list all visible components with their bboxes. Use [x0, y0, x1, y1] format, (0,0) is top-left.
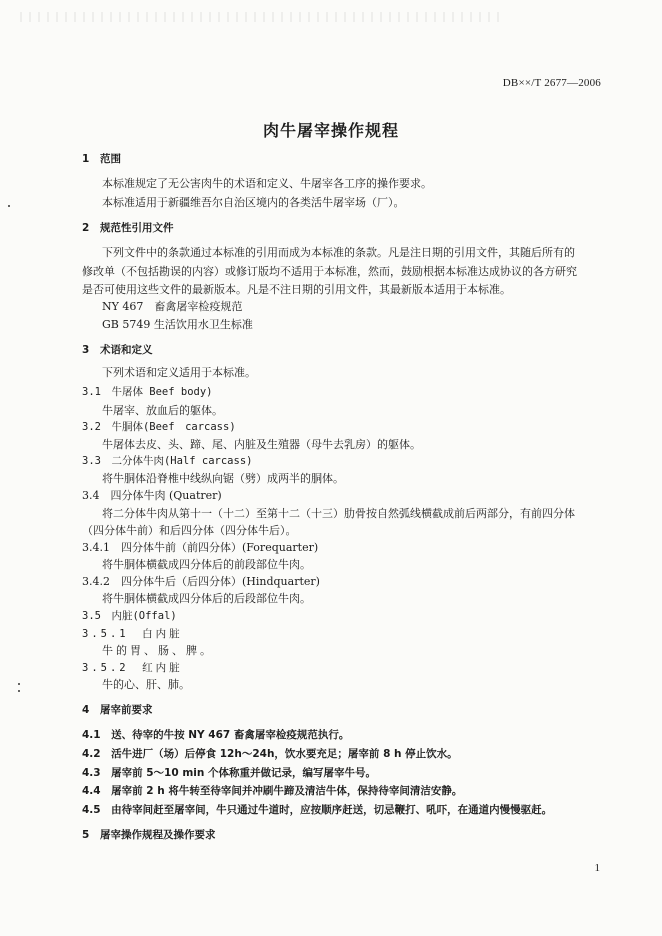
standard-code: DB××/T 2677—2006 [502, 77, 601, 89]
list-item: 4.3 屠宰前 5～10 min 个体称重并做记录，编写屠宰牛号。 [82, 767, 376, 779]
list-item: 4.5 由待宰间赶至屠宰间，牛只通过牛道时，应按顺序赶送，切忌鞭打、吼吓，在通道内慢慢驱赶。 [82, 804, 553, 816]
scan-speck [18, 683, 20, 685]
paragraph: 本标准适用于新疆维吾尔自治区境内的各类活牛屠宰场（厂）。 [102, 196, 405, 209]
term-definition: 牛屠宰、放血后的躯体。 [102, 404, 223, 417]
document-title: 肉牛屠宰操作规程 [262, 121, 399, 140]
term-heading: 3.5.1 白内脏 [82, 628, 183, 640]
term-heading: 3.4.1 四分体牛前（前四分体）(Forequarter) [82, 541, 319, 554]
section-1-heading: 1 范围 [82, 153, 121, 165]
term-definition: 将二分体牛肉从第十一（十二）至第十二（十三）肋骨按自然弧线横截成前后两部分，有前四分体 [102, 507, 575, 520]
section-2-heading: 2 规范性引用文件 [82, 222, 174, 234]
term-definition: 将牛胴体沿脊椎中线纵向锯（劈）成两半的胴体。 [102, 472, 344, 485]
paragraph: 本标准规定了无公害肉牛的术语和定义、牛屠宰各工序的操作要求。 [102, 177, 432, 190]
section-5-heading: 5 屠宰操作规程及操作要求 [82, 829, 216, 841]
paragraph: 下列文件中的条款通过本标准的引用而成为本标准的条款。凡是注日期的引用文件，其随后所有的 [102, 246, 575, 259]
list-item: 4.1 送、待宰的牛按 NY 467 畜禽屠宰检疫规范执行。 [82, 729, 350, 741]
term-heading: 3.4.2 四分体牛后（后四分体）(Hindquarter) [82, 575, 320, 588]
term-heading: 3.5 内脏(Offal) [82, 610, 177, 622]
term-definition: 牛的心、肝、肺。 [102, 678, 190, 691]
paragraph: 修改单（不包括勘误的内容）或修订版均不适用于本标准，然而，鼓励根据本标准达成协议的各方研究 [82, 265, 577, 278]
list-item: 4.4 屠宰前 2 h 将牛转至待宰间并冲刷牛蹄及清洁牛体，保持待宰间清洁安静。 [82, 785, 463, 797]
term-heading: 3.1 牛屠体 Beef body) [82, 386, 213, 398]
scan-speck [8, 205, 10, 207]
term-definition: 牛屠体去皮、头、蹄、尾、内脏及生殖器（母牛去乳房）的躯体。 [102, 438, 421, 451]
term-definition: 将牛胴体横截成四分体后的后段部位牛肉。 [102, 592, 311, 605]
term-heading: 3.3 二分体牛肉(Half carcass) [82, 455, 253, 467]
term-definition: 牛的胃、肠、脾。 [102, 644, 214, 657]
list-item: 4.2 活牛进厂（场）后停食 12h～24h，饮水要充足；屠宰前 8 h 停止饮水。 [82, 748, 458, 760]
page-number: 1 [594, 862, 600, 874]
reference-item: NY 467 畜禽屠宰检疫规范 [102, 300, 243, 313]
term-heading: 3.4 四分体牛肉 (Quatrer) [82, 489, 222, 502]
term-heading: 3.2 牛胴体(Beef carcass) [82, 421, 236, 433]
section-4-heading: 4 屠宰前要求 [82, 704, 153, 716]
term-heading: 3.5.2 红内脏 [82, 662, 183, 674]
scan-noise [20, 12, 500, 22]
term-definition: （四分体牛前）和后四分体（四分体牛后）。 [82, 524, 297, 537]
paragraph: 是否可使用这些文件的最新版本。凡是不注日期的引用文件，其最新版本适用于本标准。 [82, 283, 511, 296]
paragraph: 下列术语和定义适用于本标准。 [102, 366, 256, 379]
scan-speck [18, 690, 20, 692]
reference-item: GB 5749 生活饮用水卫生标准 [102, 318, 253, 331]
term-definition: 将牛胴体横截成四分体后的前段部位牛肉。 [102, 558, 311, 571]
section-3-heading: 3 术语和定义 [82, 344, 153, 356]
